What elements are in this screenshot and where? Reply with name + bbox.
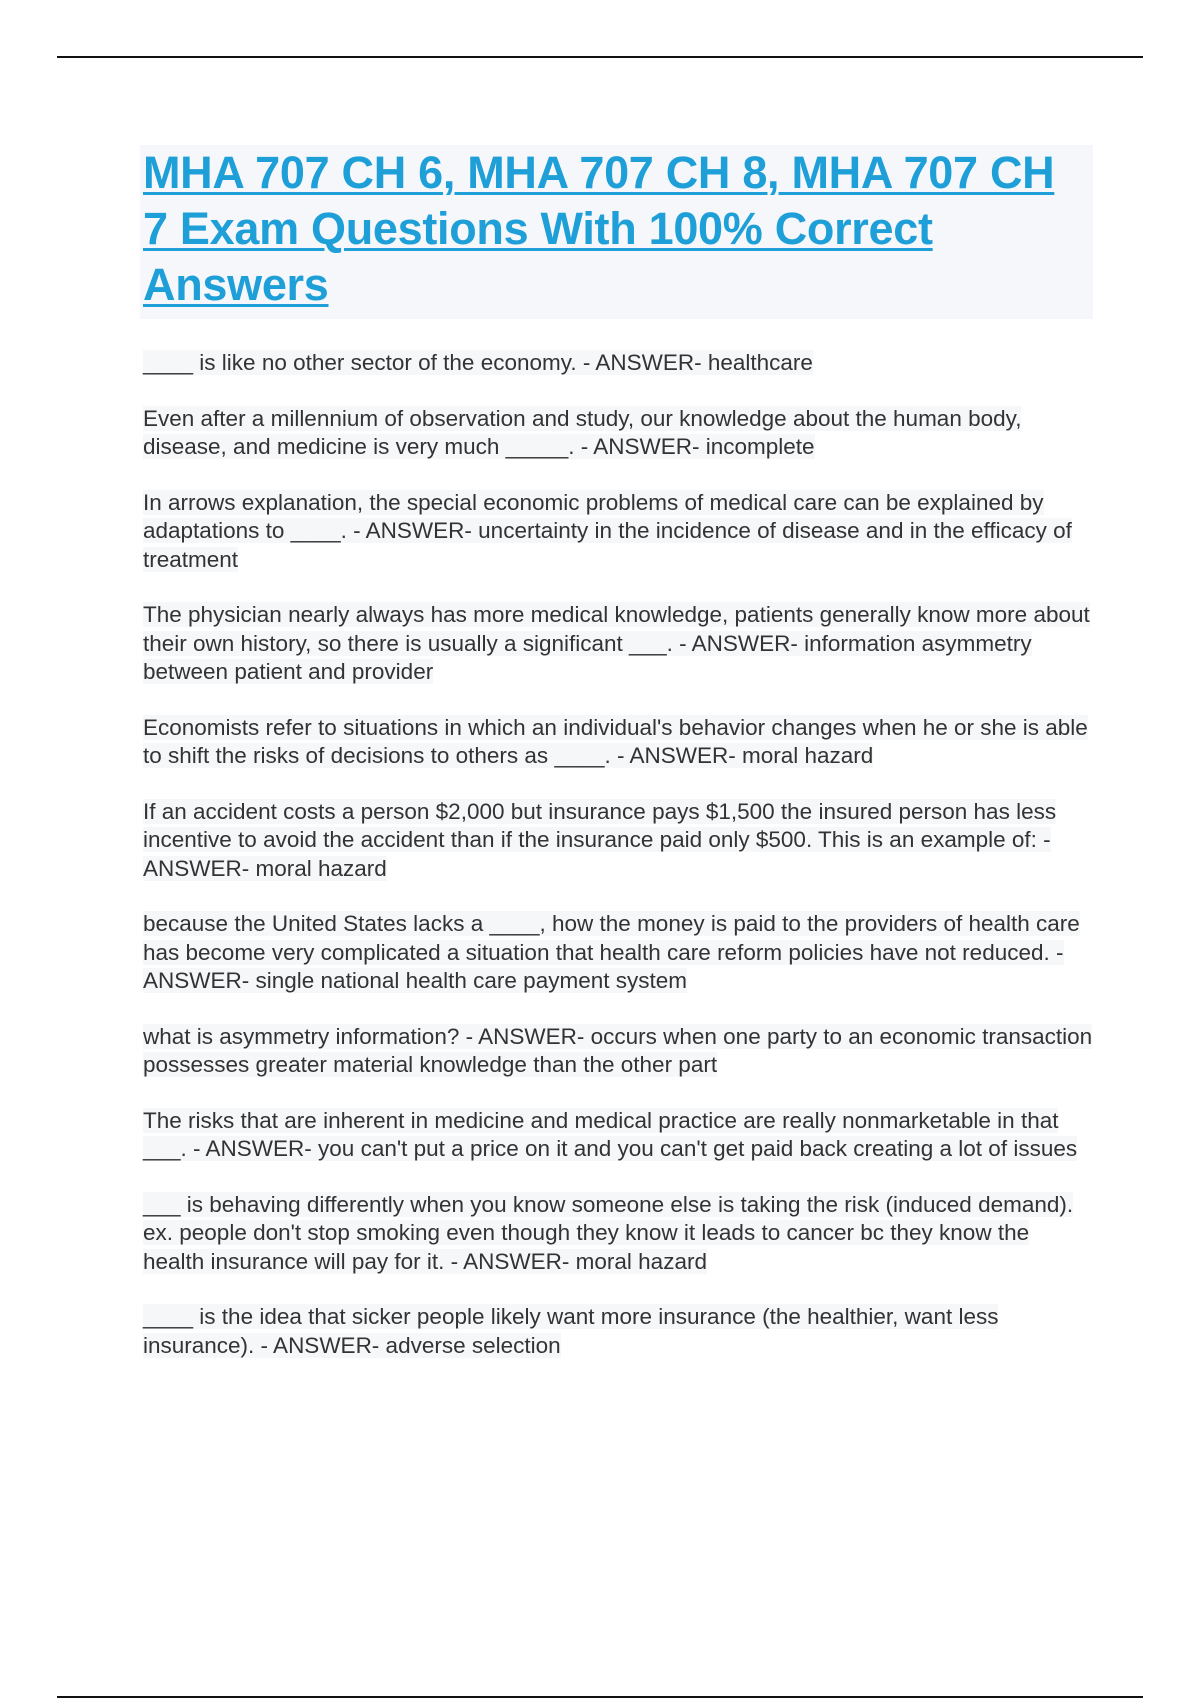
qa-item [143, 1191, 1093, 1277]
qa-item [143, 601, 1093, 687]
qa-item [143, 714, 1093, 771]
qa-item [143, 910, 1093, 996]
bottom-rule [57, 1696, 1143, 1698]
qa-text: The physician nearly always has more medical knowledge, patients generally know more about their own history, so there is usually a significant ___. - ANSWER- information asymmetry between patient and provider [143, 602, 1090, 684]
qa-text: ___ is behaving differently when you know someone else is taking the risk (induced demand). ex. people don't stop smoking even though they know it leads to cancer bc they know the health insurance will pay for it. - ANSWER- moral hazard [143, 1191, 1074, 1274]
qa-list [143, 349, 1093, 1360]
qa-text: Even after a millennium of observation and study, our knowledge about the human body, disease, and medicine is very much _____. - ANSWER- incomplete [143, 405, 1022, 459]
qa-text: ____ is the idea that sicker people likely want more insurance (the healthier, want less insurance). - ANSWER- adverse selection [143, 1304, 999, 1358]
qa-item [143, 1023, 1093, 1080]
qa-item [143, 349, 1093, 378]
qa-text: If an accident costs a person $2,000 but insurance pays $1,500 the insured person has less incentive to avoid the accident than if the insurance paid only $500. This is an example of: - ANSWER- moral hazard [143, 798, 1057, 881]
qa-text: In arrows explanation, the special economic problems of medical care can be explained by adaptations to ____. - ANSWER- uncertainty in the incidence of disease and in the efficacy of treatment [143, 489, 1072, 572]
document-title: MHA 707 CH 6, MHA 707 CH 8, MHA 707 CH 7 Exam Questions With 100% Correct Answers [143, 147, 1055, 310]
title-block [140, 145, 1093, 319]
qa-text: because the United States lacks a ____, how the money is paid to the providers of health care has become very complicated a situation that health care reform policies have not reduced. - ANSWER- single national health care payment system [143, 911, 1080, 993]
qa-text: The risks that are inherent in medicine and medical practice are really nonmarketable in that ___. - ANSWER- you can't put a price on it and you can't get paid back creating a lot of issues [143, 1107, 1078, 1161]
qa-item [143, 405, 1093, 462]
top-rule [57, 56, 1143, 58]
qa-text: ____ is like no other sector of the economy. - ANSWER- healthcare [143, 350, 813, 375]
qa-item [143, 489, 1093, 575]
qa-item [143, 1107, 1093, 1164]
qa-item [143, 1303, 1093, 1360]
qa-text: Economists refer to situations in which an individual's behavior changes when he or she is able to shift the risks of decisions to others as ____. - ANSWER- moral hazard [143, 714, 1088, 768]
document-body [143, 145, 1093, 1387]
qa-item [143, 798, 1093, 884]
qa-text: what is asymmetry information? - ANSWER- occurs when one party to an economic transaction possesses greater material knowledge than the other part [143, 1023, 1093, 1077]
